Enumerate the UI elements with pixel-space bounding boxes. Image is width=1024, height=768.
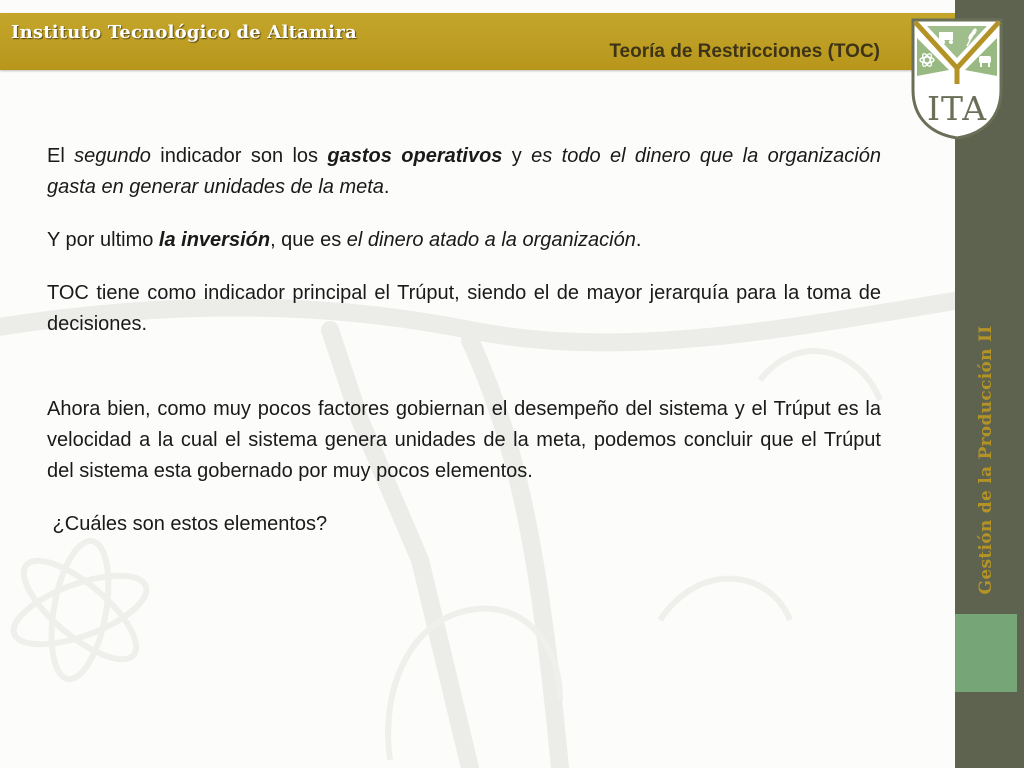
slide-title: Teoría de Restricciones (TOC) xyxy=(609,41,880,62)
institute-name: Instituto Tecnológico de Altamira xyxy=(11,22,357,43)
paragraph-truput: TOC tiene como indicador principal el Trúput, siendo el de mayor jerarquía para la toma de decisiones. xyxy=(47,282,881,335)
sidebar-accent-block xyxy=(955,614,1017,692)
definition-inversion: el dinero atado a la organización xyxy=(346,229,636,251)
term-la-inversion: la inversión xyxy=(158,229,271,251)
text-run: . xyxy=(383,176,390,198)
emphasis-segundo: segundo xyxy=(74,145,151,167)
paragraph-conclusion: Ahora bien, como muy pocos factores gobiernan el desempeño del sistema y el Trúput es la velocidad a la cual el sistema genera unidades de la meta, podemos concluir que el Trúput del sistema esta gobernado por muy pocos elementos. xyxy=(47,398,881,482)
paragraph-gastos-operativos xyxy=(47,141,881,203)
text-run: Y por ultimo xyxy=(47,229,159,251)
course-name-vertical: Gestión de la Producción II xyxy=(976,325,996,595)
slide-body xyxy=(47,141,881,540)
logo-text: ITA xyxy=(926,89,988,128)
definition-gastos: es todo el dinero que la organización gasta en generar unidades de la meta xyxy=(47,145,881,198)
text-run: y xyxy=(502,145,532,167)
text-run: . xyxy=(635,229,642,251)
text-run: indicador son los xyxy=(150,145,328,167)
text-run: El xyxy=(47,145,75,167)
paragraph-inversion xyxy=(47,225,881,256)
closing-question: ¿Cuáles son estos elementos? xyxy=(47,513,328,535)
text-run: , que es xyxy=(270,229,347,251)
term-gastos-operativos: gastos operativos xyxy=(327,145,503,167)
header-bar xyxy=(0,13,955,70)
